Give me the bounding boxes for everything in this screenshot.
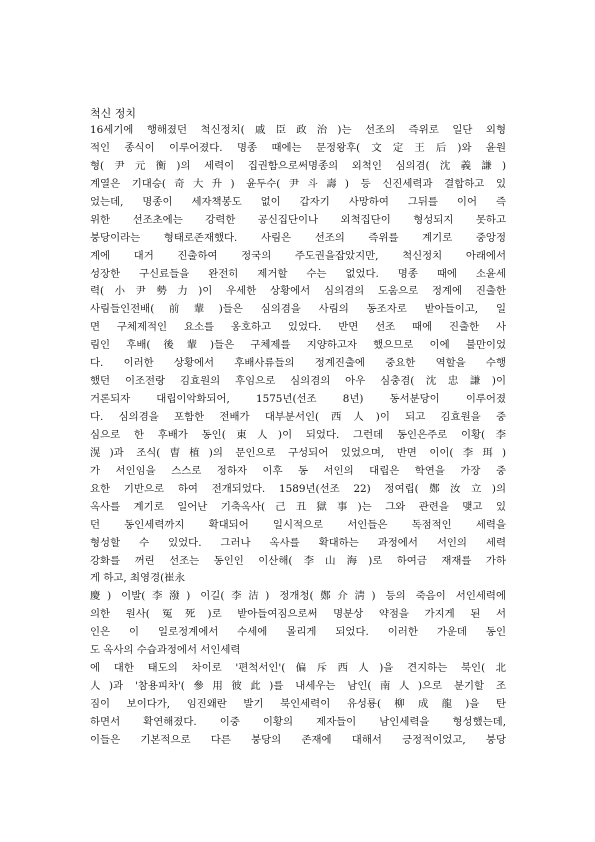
text-line: 적인 종식이 이루어졌다. 명종 때에는 문정왕후(文定王后)와 윤원 <box>90 141 506 154</box>
text-line: 형성할 수 있었다. 그러나 옥사를 확대하는 과정에서 서인의 세력 <box>90 536 506 549</box>
text-line: 인은 이 일로정계에서 수세에 몰리게 되었다. 이러한 가운데 동인 <box>90 626 506 639</box>
document-title: 척신 정치 <box>90 107 137 120</box>
text-line: 었는데, 명종이 세자책봉도 없이 갑자기 사망하여 그뒤를 이어 즉 <box>90 195 506 208</box>
text-line: 도 옥사의 수습과정에서 서인세력 <box>90 644 241 657</box>
paragraph <box>90 122 506 750</box>
text-line: 이들은 기본적으로 다른 붕당의 존재에 대해서 긍정적이었고, 붕당 <box>90 733 506 746</box>
document-body <box>90 105 506 750</box>
text-line: 형(尹元衡)의 세력이 집권함으로써명종의 외척인 심의겸(沈義謙) <box>90 159 506 172</box>
text-line: 하면서 확연해졌다. 이중 이황의 제자들이 남인세력을 형성했는데, <box>90 715 506 728</box>
text-line: 위한 선조초에는 강력한 공신집단이나 외척집단이 형성되지 못하고 <box>90 213 506 226</box>
text-line: 옥사를 계기로 일어난 기축옥사(己丑獄事)는 그와 관련을 맺고 있 <box>90 500 506 513</box>
text-line: 의한 원사(冤死)로 받아들여짐으로써 명분상 약점을 가지게 된 서 <box>90 608 506 621</box>
text-line: 심으로 한 후배가 동인(東人)이 되었다. 그런데 동인은주로 이황(李 <box>90 428 506 441</box>
text-line: 붕당이라는 형태로존재했다. 사림은 선조의 즉위를 계기로 중앙정 <box>90 231 506 244</box>
text-line: 慶) 이발(李潑) 이길(李洁) 정개청(鄭介淸) 등의 죽음이 서인세력에 <box>90 590 506 603</box>
text-line: 던 동인세력까지 확대되어 일시적으로 서인들은 독점적인 세력을 <box>90 518 506 531</box>
text-line: 짐이 보이다가, 임진왜란 발기 북인세력이 유성룡(柳成龍)을 탄 <box>90 698 506 710</box>
text-line: 에 대한 태도의 차이로 '편척서인'(偏斥西人)을 견지하는 북인(北 <box>90 662 506 675</box>
text-line: 다. 심의겸을 포함한 전배가 대부분서인(西人)이 되고 김효원을 중 <box>90 411 506 423</box>
text-line: 다. 이러한 상황에서 후배사류들의 정계진출에 중요한 역할을 수행 <box>90 357 506 370</box>
text-line: 력(小尹勢力)이 우세한 상황에서 심의겸의 도움으로 정계에 진출한 <box>90 285 506 298</box>
text-line: 滉)과 조식(曺植)의 문인으로 구성되어 있었으며, 반면 이이(李珥) <box>90 446 506 459</box>
text-line: 강화를 꺼린 선조는 동인인 이산해(李山海)로 하여금 재재를 가하 <box>90 554 506 567</box>
text-line: 人)과 '참용피차'(參用彼此)를 내세우는 남인(南人)으로 분기할 조 <box>90 680 506 693</box>
text-line: 사림들인전배(前輩)들은 심의겸을 사림의 동조자로 받아들이고, 일 <box>90 303 506 316</box>
text-line: 계에 대거 진출하여 정국의 주도권을잡았지만, 척신정치 아래에서 <box>90 249 506 262</box>
text-line: 가 서인임을 스스로 정하자 이후 동 서인의 대립은 학연을 가장 중 <box>90 464 506 477</box>
text-line: 요한 기반으로 하여 전개되었다. 1589년(선조 22) 정여립(鄭汝立)의 <box>90 482 506 495</box>
text-line: 계열은 기대승(奇大升) 윤두수(尹斗壽) 등 신진세력과 결합하고 있 <box>90 177 506 190</box>
text-line: 거론되자 대립이악화되어, 1575년(선조 8년) 동서분당이 이루어졌 <box>90 393 506 406</box>
text-line: 성장한 구신료들을 완전히 제거할 수는 없었다. 명종 때에 소윤세 <box>90 267 506 280</box>
text-line: 게 하고, 최영경(崔永 <box>90 572 185 585</box>
text-line: 16세기에 행해졌던 척신정치(戚臣政治)는 선조의 즉위로 일단 외형 <box>90 124 506 136</box>
text-line: 림인 후배(後輩)들은 구체제를 지양하고자 했으므로 이에 불만이었 <box>90 339 506 352</box>
text-line: 했던 이조전랑 김효원의 후임으로 심의겸의 아우 심충겸(沈忠謙)이 <box>90 375 506 388</box>
text-line: 면 구체제적인 요소를 옹호하고 있었다. 반면 선조 때에 진출한 사 <box>90 321 506 334</box>
